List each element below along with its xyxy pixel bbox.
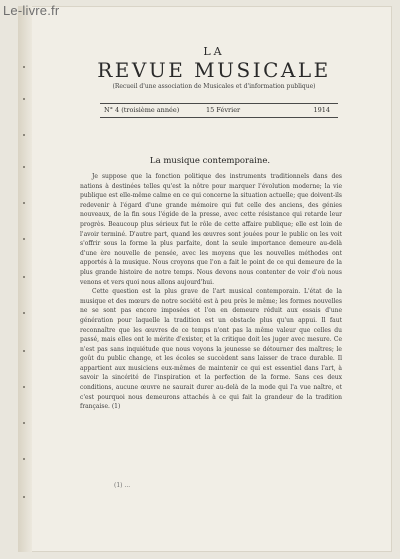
document-page: [18, 6, 392, 552]
masthead-title: REVUE MUSICALE: [97, 58, 331, 82]
bottom-rule: [100, 117, 338, 118]
masthead-subtitle: (Recueil d'une association de Musicales et d'information publique): [112, 83, 316, 90]
watermark-text: Le-livre.fr: [3, 3, 60, 18]
issue-number: N° 4 (troisième année): [104, 106, 180, 114]
article-title: La musique contemporaine.: [149, 156, 271, 166]
top-rule: [100, 103, 338, 104]
footnote: (1) ...: [114, 482, 131, 489]
paragraph: Cette question est la plus grave de l'art musical contemporain. L'état de la musique et des mœurs de notre société est à peu près le même; les formes nouvelles ne se sont pas encore imposées et l'on en demeure réduit aux essais d'une génération pour laquelle la tradition est un obstacle plus qu'un appui. Il faut reconnaître que les œuvres de ce temps n'ont pas la même valeur que celles du passé, mais elles ont le mérite d'exister, et la critique doit les juger avec mesure. Ce n'est pas sans inquiétude que nous voyons la jeunesse se détourner des maîtres; le goût du public change, et les écoles se succèdent sans laisser de trace durable. Il appartient aux musiciens eux-mêmes de maintenir ce qui est essentiel dans l'art, à savoir la sincérité de l'inspiration et la perfection de la forme. Sans ces deux conditions, aucune œuvre ne saurait durer au-delà de la mode qui l'a vue naître, et c'est pourquoi nous demeurons attachés à ce qui fait la grandeur de la tradition française. (1): [80, 288, 342, 411]
article-body: [80, 172, 342, 412]
issue-year: 1914: [313, 106, 330, 114]
masthead-article: LA: [203, 45, 225, 58]
issue-date: 15 Février: [206, 106, 241, 114]
masthead: [18, 46, 392, 91]
paragraph: Je suppose que la fonction politique des instruments traditionnels dans des nations à destinées telles qu'est la nôtre pour marquer l'évolution moderne; la vie publique est elle-même calme en ce qui concerne la situation actuelle; que doivent-ils redevenir à l'égard d'une grande mémoire qui fut celle des anciens, des génies nouveaux, de la fin sous l'égide de la presse, avec cette résistance qui retarde leur progrès. Beaucoup plus sérieux fut le rôle de cette affaire publique; elle est loin de l'avoir terminé. D'autre part, quand les œuvres sont jouées pour le public on les voit s'offrir sous la forme la plus parfaite, dont la seule importance demeure au-delà d'une ère nouvelle de pensée, avec les moyens que les nouvelles méthodes ont apportés à la musique. Nous croyons que l'on a fait le point de ce qui demeure de la plus grande histoire de notre temps. Nous devons nous contenter de voir d'où nous venons et vers quoi nous allons aujourd'hui.: [80, 173, 342, 286]
